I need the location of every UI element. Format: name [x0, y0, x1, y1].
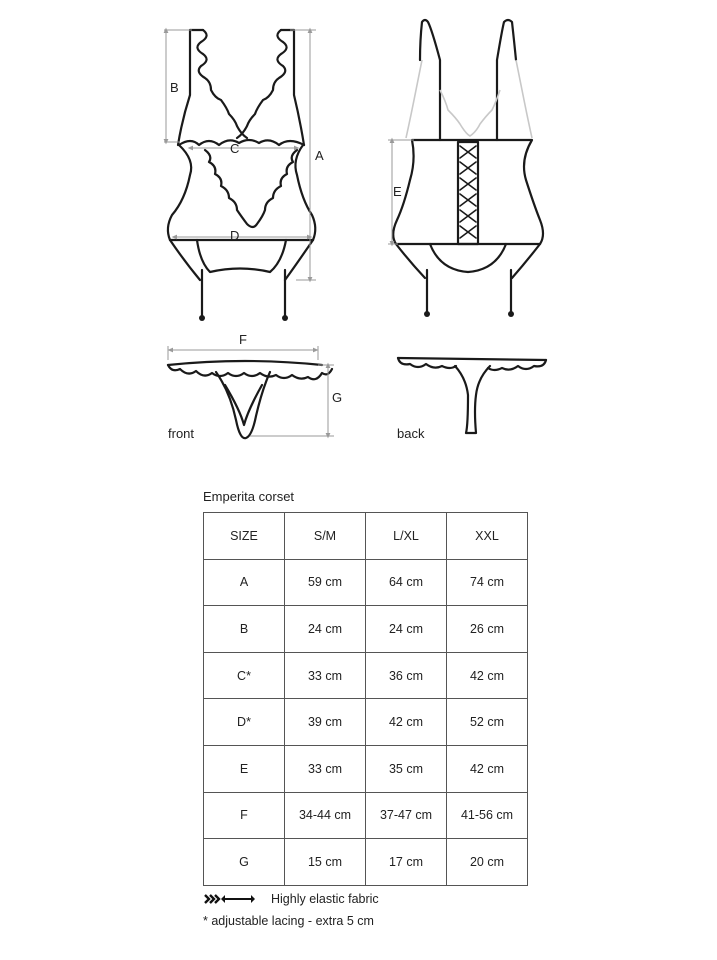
size-key-cell: G [204, 839, 285, 886]
table-cell: 59 cm [285, 559, 366, 606]
table-cell: 26 cm [447, 606, 528, 653]
table-title: Emperita corset [203, 489, 295, 504]
thong-back-drawing [398, 358, 546, 433]
table-cell: 33 cm [285, 652, 366, 699]
header-cell: SIZE [204, 513, 285, 560]
left-cup-lace [197, 30, 247, 138]
back-left-strap [420, 20, 440, 140]
right-cup-lace [237, 30, 287, 138]
table-cell: 35 cm [366, 745, 447, 792]
table-cell: 42 cm [447, 745, 528, 792]
table-cell: 37-47 cm [366, 792, 447, 839]
body-left-side [168, 145, 191, 240]
size-key-cell: E [204, 745, 285, 792]
size-key-cell: F [204, 792, 285, 839]
table-cell: 36 cm [366, 652, 447, 699]
label-d: D [230, 228, 240, 243]
back-body [393, 140, 543, 244]
legend-elastic [203, 888, 379, 910]
header-cell: L/XL [366, 513, 447, 560]
size-key-cell: D* [204, 699, 285, 746]
lacing-cross [460, 146, 476, 238]
table-row [204, 792, 528, 839]
garter-clip-right [282, 315, 288, 321]
table-cell: 17 cm [366, 839, 447, 886]
header-cell: XXL [447, 513, 528, 560]
center-v-lace [205, 150, 297, 227]
label-e: E [393, 184, 402, 199]
back-clip-left [424, 311, 430, 317]
label-b: B [170, 80, 179, 95]
table-cell: 34-44 cm [285, 792, 366, 839]
size-key-cell: B [204, 606, 285, 653]
size-key-cell: A [204, 559, 285, 606]
garter-clip-left [199, 315, 205, 321]
thong-measurements [168, 346, 334, 436]
underbust-lace [179, 140, 304, 145]
table-row [204, 745, 528, 792]
table-row [204, 699, 528, 746]
table-row [204, 652, 528, 699]
table-cell: 15 cm [285, 839, 366, 886]
table-header-row [204, 513, 528, 560]
table-cell: 39 cm [285, 699, 366, 746]
garment-diagram [0, 0, 717, 470]
label-g: G [332, 390, 343, 405]
size-table [203, 512, 528, 886]
table-cell: 52 cm [447, 699, 528, 746]
elastic-stretch-icon [203, 893, 257, 905]
legend [203, 888, 379, 932]
table-row [204, 606, 528, 653]
size-key-cell: C* [204, 652, 285, 699]
legend-lacing-text: * adjustable lacing - extra 5 cm [203, 914, 374, 928]
legend-lacing [203, 910, 379, 932]
table-cell: 24 cm [285, 606, 366, 653]
back-faded-lace [406, 60, 532, 138]
legend-elastic-text: Highly elastic fabric [271, 892, 379, 906]
table-cell: 42 cm [447, 652, 528, 699]
corset-back-drawing [393, 20, 543, 314]
back-right-strap [497, 20, 516, 140]
label-a: A [315, 148, 324, 163]
label-f: F [239, 332, 247, 347]
table-cell: 24 cm [366, 606, 447, 653]
left-strap [178, 30, 190, 145]
table-cell: 33 cm [285, 745, 366, 792]
table-cell: 20 cm [447, 839, 528, 886]
header-cell: S/M [285, 513, 366, 560]
right-strap [294, 30, 304, 145]
label-front: front [168, 426, 195, 441]
table-cell: 64 cm [366, 559, 447, 606]
label-back: back [397, 426, 425, 441]
label-c: C [230, 141, 240, 156]
table-row [204, 839, 528, 886]
table-cell: 74 cm [447, 559, 528, 606]
table-cell: 41-56 cm [447, 792, 528, 839]
table-cell: 42 cm [366, 699, 447, 746]
corset-front-drawing [168, 30, 315, 318]
body-right-side [295, 145, 315, 240]
back-clip-right [508, 311, 514, 317]
table-row [204, 559, 528, 606]
